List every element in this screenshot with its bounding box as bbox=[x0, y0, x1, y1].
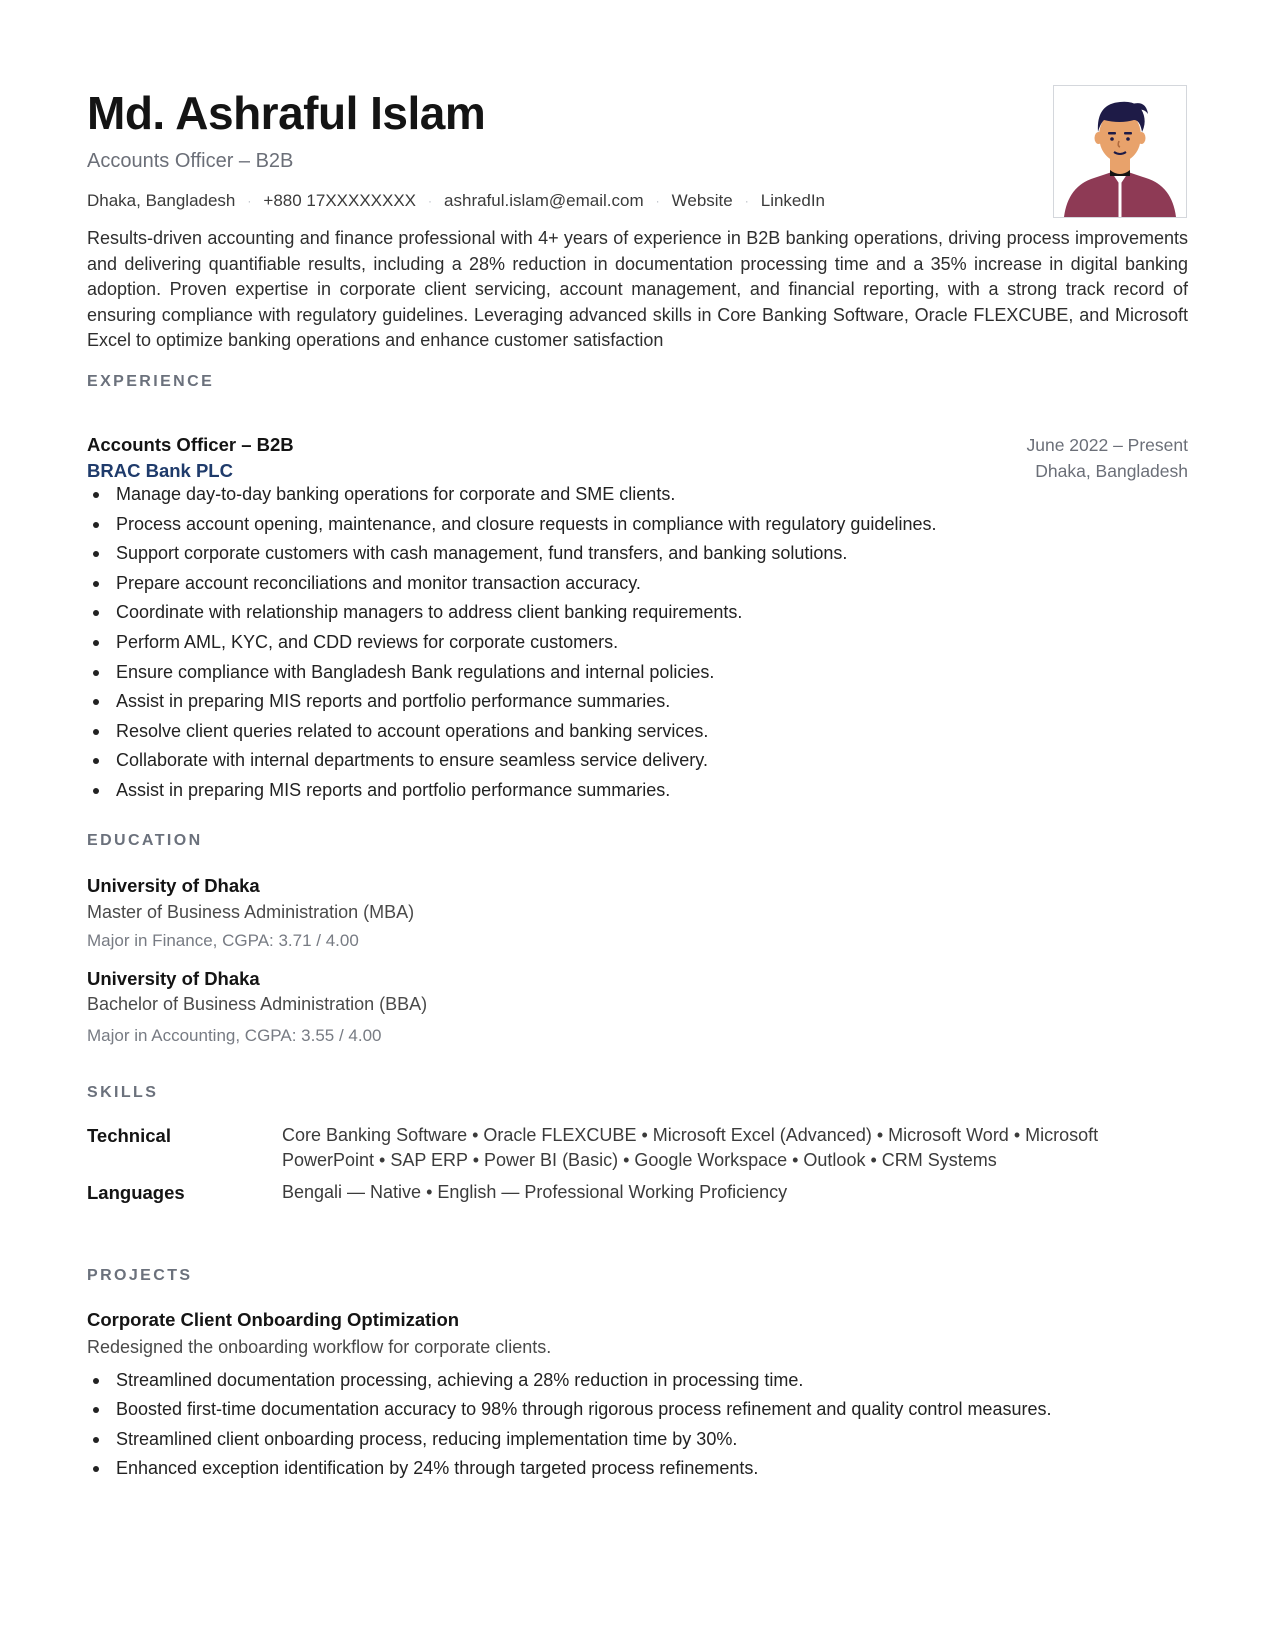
list-item: Collaborate with internal departments to ensure seamless service delivery. bbox=[87, 746, 936, 776]
education-detail: Major in Accounting, CGPA: 3.55 / 4.00 bbox=[87, 1026, 382, 1045]
list-item: Streamlined documentation processing, achieving a 28% reduction in processing time. bbox=[87, 1366, 1051, 1395]
contact-line bbox=[87, 191, 825, 211]
education-school: University of Dhaka bbox=[87, 875, 260, 896]
skills-languages-label: Languages bbox=[87, 1182, 185, 1203]
contact-separator: · bbox=[247, 194, 252, 208]
candidate-name: Md. Ashraful Islam bbox=[87, 87, 486, 139]
skills-technical-value: Core Banking Software • Oracle FLEXCUBE • Microsoft Excel (Advanced) • Microsoft Word • Microsoft PowerPoint • SAP ERP • Power BI (Basic) • Google Workspace • Outlook • CRM Systems bbox=[282, 1125, 1099, 1170]
list-item: Manage day-to-day banking operations for corporate and SME clients. bbox=[87, 480, 936, 510]
projects-heading: PROJECTS bbox=[87, 1267, 193, 1284]
contact-separator: · bbox=[428, 194, 433, 208]
website-link[interactable]: Website bbox=[671, 191, 733, 210]
skills-languages-value: Bengali — Native • English — Professional Working Proficiency bbox=[282, 1182, 788, 1202]
candidate-title: Accounts Officer – B2B bbox=[87, 150, 294, 172]
list-item: Boosted first-time documentation accuracy to 98% through rigorous process refinement and quality control measures. bbox=[87, 1395, 1051, 1424]
list-item: Enhanced exception identification by 24% through targeted process refinements. bbox=[87, 1454, 1051, 1483]
education-school: University of Dhaka bbox=[87, 968, 260, 989]
contact-separator: · bbox=[655, 194, 660, 208]
education-degree: Bachelor of Business Administration (BBA) bbox=[87, 994, 428, 1014]
experience-bullets bbox=[87, 480, 936, 806]
contact-separator: · bbox=[744, 194, 749, 208]
list-item: Prepare account reconciliations and monitor transaction accuracy. bbox=[87, 569, 936, 599]
contact-phone: +880 17XXXXXXXX bbox=[263, 191, 417, 210]
contact-location: Dhaka, Bangladesh bbox=[87, 191, 236, 210]
list-item: Support corporate customers with cash management, fund transfers, and banking solutions. bbox=[87, 539, 936, 569]
professional-summary: Results-driven accounting and finance professional with 4+ years of experience in B2B banking operations, driving process improvements and delivering quantifiable results, including a 28% reduction in documentation processing time and a 35% increase in digital banking adoption. Proven expertise in corporate client servicing, account management, and financial reporting, with a strong track record of ensuring compliance with regulatory guidelines. Leveraging advanced skills in Core Banking Software, Oracle FLEXCUBE, and Microsoft Excel to optimize banking operations and enhance customer satisfaction bbox=[87, 228, 1188, 350]
profile-photo bbox=[1053, 85, 1187, 218]
list-item: Resolve client queries related to account operations and banking services. bbox=[87, 717, 936, 747]
list-item: Coordinate with relationship managers to address client banking requirements. bbox=[87, 598, 936, 628]
list-item: Assist in preparing MIS reports and portfolio performance summaries. bbox=[87, 687, 936, 717]
education-degree: Master of Business Administration (MBA) bbox=[87, 902, 415, 922]
list-item: Streamlined client onboarding process, reducing implementation time by 30%. bbox=[87, 1425, 1051, 1454]
skills-heading: SKILLS bbox=[87, 1084, 159, 1101]
project-title: Corporate Client Onboarding Optimization bbox=[87, 1309, 460, 1330]
project-description: Redesigned the onboarding workflow for corporate clients. bbox=[87, 1337, 552, 1357]
experience-heading: EXPERIENCE bbox=[87, 373, 215, 390]
contact-email[interactable]: ashraful.islam@email.com bbox=[444, 191, 644, 210]
avatar-icon bbox=[1054, 86, 1186, 217]
list-item: Ensure compliance with Bangladesh Bank regulations and internal policies. bbox=[87, 658, 936, 688]
skills-technical-label: Technical bbox=[87, 1125, 171, 1146]
project-bullets bbox=[87, 1366, 1051, 1483]
job-dates: June 2022 – Present bbox=[1026, 435, 1188, 455]
list-item: Process account opening, maintenance, and closure requests in compliance with regulatory guidelines. bbox=[87, 510, 936, 540]
list-item: Perform AML, KYC, and CDD reviews for corporate customers. bbox=[87, 628, 936, 658]
education-heading: EDUCATION bbox=[87, 832, 203, 849]
job-company: BRAC Bank PLC bbox=[87, 460, 233, 481]
job-title: Accounts Officer – B2B bbox=[87, 434, 294, 455]
linkedin-link[interactable]: LinkedIn bbox=[760, 191, 826, 210]
list-item: Assist in preparing MIS reports and portfolio performance summaries. bbox=[87, 776, 936, 806]
job-location: Dhaka, Bangladesh bbox=[1035, 461, 1188, 481]
education-detail: Major in Finance, CGPA: 3.71 / 4.00 bbox=[87, 931, 359, 950]
